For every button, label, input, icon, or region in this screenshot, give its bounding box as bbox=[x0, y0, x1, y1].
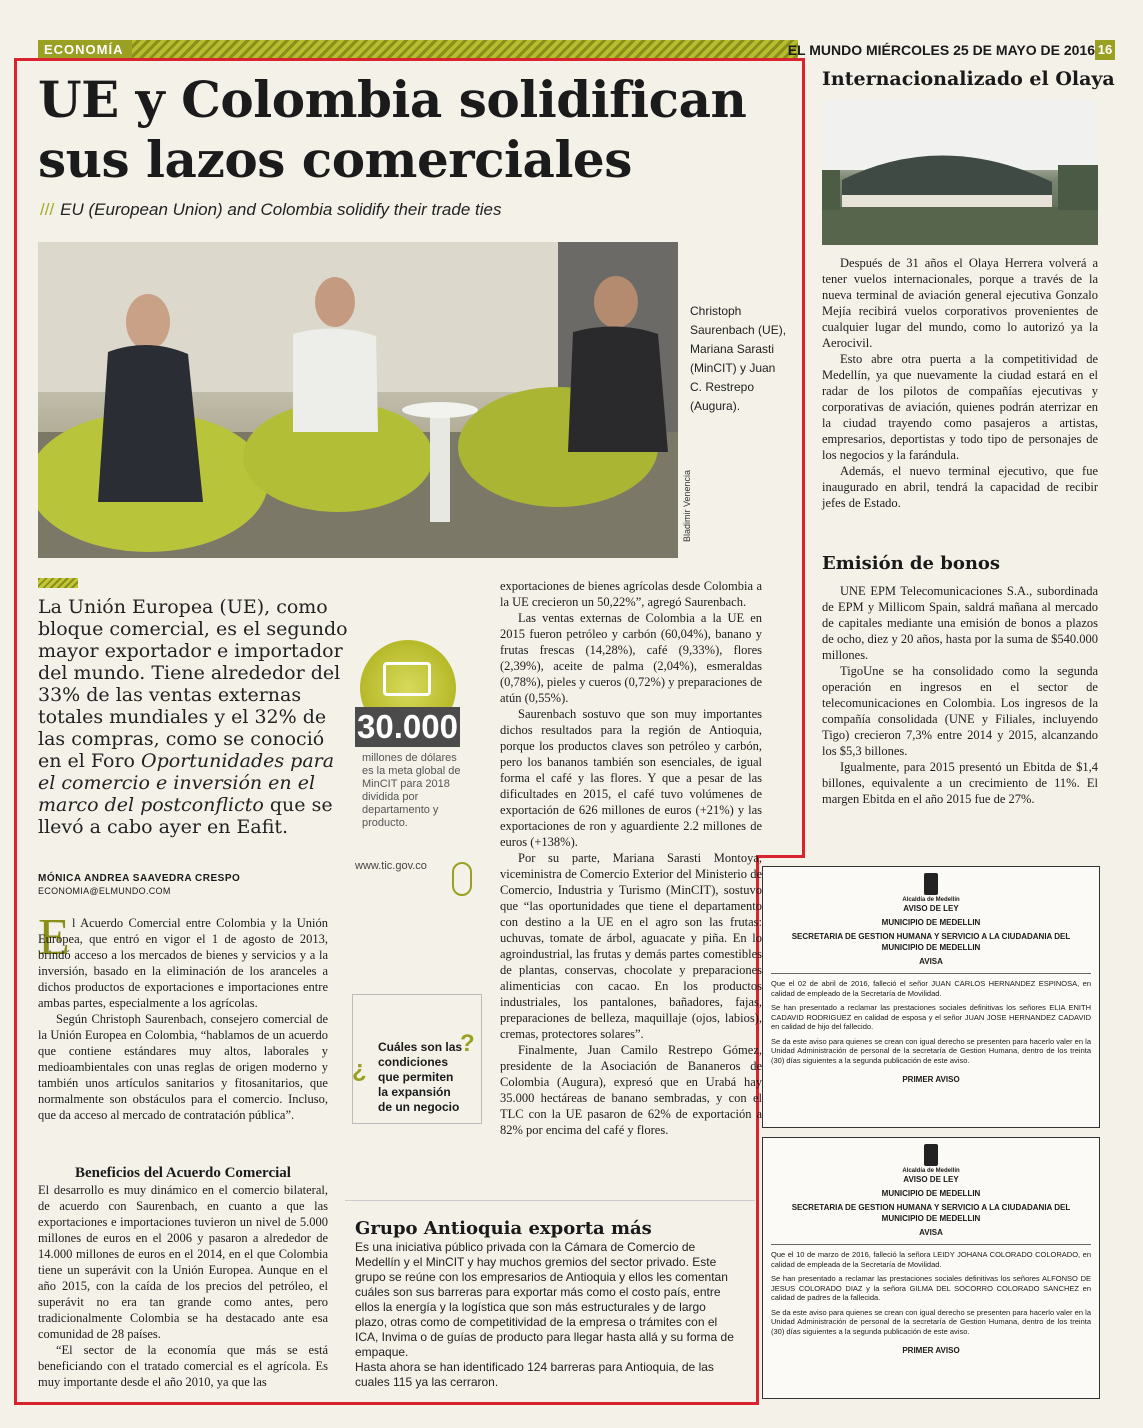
byline-email[interactable]: ECONOMIA@ELMUNDO.COM bbox=[38, 886, 171, 896]
article-column-2 bbox=[500, 578, 762, 1138]
notice-divider bbox=[771, 1244, 1091, 1245]
notice-footer: PRIMER AVISO bbox=[902, 1075, 960, 1084]
article-paragraph: Las ventas externas de Colombia a la UE en 2015 fueron petróleo y carbón (60,04%), banano y frutas frescas (14,28%), café (9,33%), flores (2,39%), aceite de palma (2,04%), esmeraldas (0,78%), pieles y cueros (0,72%) y preparaciones de atún (0,55%). bbox=[500, 611, 762, 705]
byline-author: MÓNICA ANDREA SAAVEDRA CRESPO bbox=[38, 873, 241, 884]
article-column-1-continued bbox=[38, 1182, 328, 1390]
bonos-paragraph: UNE EPM Telecomunicaciones S.A., subordinada de EPM y Millicom Spain, saldrá mañana al mercado de capitales mediante una emisión de bonos a plazos de ocho, diez y 20 años, hasta por la suma de $540.000 millones. bbox=[822, 584, 1098, 662]
headline-line-2: sus lazos comerciales bbox=[38, 130, 632, 189]
bonos-paragraph: Igualmente, para 2015 presentó un Ebitda de $1,4 billones, equivalente a un crecimiento de 11%. El margen Ebitda en el año 2015 fue de 27%. bbox=[822, 760, 1098, 806]
city-crest-icon bbox=[924, 1144, 938, 1166]
legal-notice bbox=[762, 866, 1100, 1128]
forum-photo bbox=[38, 242, 678, 558]
notice-avisa: AVISA bbox=[919, 1228, 943, 1237]
article-paragraph: “El sector de la economía que más se está beneficiando con el tratado comercial es el agrícola. Es muy importante desde el año 2010, ya que las bbox=[38, 1343, 328, 1389]
subtitle-benefits: Beneficios del Acuerdo Comercial bbox=[75, 1165, 291, 1181]
article-column-1 bbox=[38, 915, 328, 1123]
infographic-url[interactable]: www.tic.gov.co bbox=[355, 860, 427, 872]
olaya-paragraph: Además, el nuevo terminal ejecutivo, que fue inaugurado en abril, tendrá la capacidad de recibir jefes de Estado. bbox=[822, 464, 1098, 510]
notice-divider bbox=[771, 973, 1091, 974]
lead-decoration bbox=[38, 578, 78, 588]
article-paragraph: Según Christoph Saurenbach, consejero comercial de la Unión Europea en Colombia, “hablamos de un acuerdo que contiene estándares muy altos, laborales y medioambientales con unas reglas de origen moderno y también unos artículos sanitarios y fitosanitarios, que normalmente son obstáculos para el comercio. Incluso, que da acceso al mercado de contratación pública”. bbox=[38, 1012, 328, 1122]
slashes-decoration: /// bbox=[40, 200, 55, 219]
masthead-date: EL MUNDO MIÉRCOLES 25 DE MAYO DE 2016 bbox=[787, 42, 1095, 58]
city-crest-icon bbox=[924, 873, 938, 895]
notice-title: AVISO DE LEY bbox=[903, 1175, 959, 1184]
subheadline bbox=[40, 200, 501, 220]
olaya-paragraph: Después de 31 años el Olaya Herrera volverá a tener vuelos internacionales, porque a través de la nueva terminal de aviación general ejecutiva Gonzalo Mejía recibirá vuelos corporativos provenientes de cualquier lugar del mundo, como lo autorizó ya la Aerocivil. bbox=[822, 256, 1098, 350]
notice-municipality: MUNICIPIO DE MEDELLIN bbox=[881, 1189, 981, 1198]
notice-text: Que el 10 de marzo de 2016, falleció la señora LEIDY JOHANA COLORADO COLORADO, en calidad de empleada de la Secretaría de Movilidad. bbox=[771, 1250, 1091, 1269]
lead-paragraph bbox=[38, 596, 348, 838]
section-banner bbox=[38, 40, 798, 60]
legal-notice bbox=[762, 1137, 1100, 1399]
lead-forum-name: Oportunidades para el comercio e inversión en el marco del postconflicto bbox=[38, 750, 335, 816]
highlight-frame-step bbox=[756, 855, 805, 858]
notice-title: AVISO DE LEY bbox=[903, 904, 959, 913]
notice-department: SECRETARIA DE GESTION HUMANA Y SERVICIO A LA CIUDADANIA DEL MUNICIPIO DE MEDELLIN bbox=[791, 932, 1071, 952]
question-close-mark: ? bbox=[460, 1030, 475, 1057]
lead-text-1: La Unión Europea (UE), como bloque comercial, es el segundo mayor exportador e importador del mundo. Tiene alrededor del 33% de las ventas externas totales mundiales y el 32% de las compras, como se conoció en el Foro bbox=[38, 596, 348, 772]
bonos-title: Emisión de bonos bbox=[822, 553, 1001, 574]
olaya-photo bbox=[822, 100, 1098, 245]
bonos-article bbox=[822, 583, 1098, 807]
subheadline-text: EU (European Union) and Colombia solidify their trade ties bbox=[60, 200, 502, 219]
infographic-number: 30.000 bbox=[355, 707, 460, 747]
money-icon bbox=[383, 662, 431, 696]
question-text: Cuáles son las condiciones que permiten la expansión de un negocio bbox=[378, 1040, 463, 1114]
notice-crest-label: Alcaldía de Medellín bbox=[902, 1168, 960, 1174]
question-open-mark: ¿ bbox=[352, 1056, 367, 1083]
sidebar-paragraph: Es una iniciativa público privada con la Cámara de Comercio de Medellín y el MinCIT y hay muchos gremios del sector privado. Este grupo se reúne con los empresarios de Antioquia y ellos les comentan cuáles son sus barreras para exportar más como el costo país, entre ellos la energía y la logística que son más estructurales y de largo plazo, otras como de competitividad de la empresa o trámites con el ICA, Invima o de guías de producto para llegar hasta allá y su forma de empaque. bbox=[355, 1240, 734, 1359]
sidebar-paragraph: Hasta ahora se han identificado 124 barreras para Antioquia, de las cuales 115 ya las cerraron. bbox=[355, 1360, 714, 1389]
olaya-title: Internacionalizado el Olaya bbox=[822, 68, 1115, 90]
page-number: 16 bbox=[1095, 40, 1115, 60]
forum-photo-illustration bbox=[38, 242, 678, 558]
notice-department: SECRETARIA DE GESTION HUMANA Y SERVICIO A LA CIUDADANIA DEL MUNICIPIO DE MEDELLIN bbox=[791, 1203, 1071, 1223]
headline bbox=[38, 70, 778, 190]
notice-text: Se han presentado a reclamar las prestaciones sociales definitivas los señores ALFONSO DE JESUS COLORADO DIAZ y la señora GILMA DEL SOCORRO COLORADO SANCHEZ en calidad de padres de la fallecida. bbox=[771, 1274, 1091, 1302]
article-paragraph: exportaciones de bienes agrícolas desde Colombia a la UE crecieron un 50,22%”, agregó Saurenbach. bbox=[500, 579, 762, 609]
article-paragraph: El desarrollo es muy dinámico en el comercio bilateral, de acuerdo con Saurenbach, en cuanto a que las exportaciones e importaciones tuvieron un nivel de 5.000 millones de euros en el 2006 y pasaron a alrededor de 14.000 millones de euros en el 2014, en el que Colombia tiene un superávit con la Unión Europea. Aunque en el año 2015, con la caída de los precios del petróleo, el superávit no era tan grande como antes, pero tradicionalmente Colombia se ha destacado ante esa comunidad de 28 países. bbox=[38, 1183, 328, 1341]
mouse-icon bbox=[452, 862, 472, 896]
notice-text: Se da este aviso para quienes se crean con igual derecho se presenten para hacerlo valer en la Unidad Administración de personal de la secretaría de Gestion Humana, dentro de los treinta (30) días siguientes a la segunda publicación de este aviso. bbox=[771, 1036, 1091, 1065]
section-label: ECONOMÍA bbox=[38, 40, 132, 60]
photo-caption: Christoph Saurenbach (UE), Mariana Sarasti (MinCIT) y Juan C. Restrepo (Augura). bbox=[690, 304, 787, 413]
notice-text: Se han presentado a reclamar las prestaciones sociales definitivas los señores ELIA ENITH CADAVID RODRIGUEZ en calidad de esposa y el señor JUAN JOSE HERNANDEZ CADAVID en calidad de hijo del fallecido. bbox=[771, 1003, 1091, 1031]
sidebar-text bbox=[355, 1240, 735, 1390]
article-paragraph: Finalmente, Juan Camilo Restrepo Gómez, presidente de la Asociación de Bananeros de Colombia (Augura), expresó que en Urabá hay 35.000 hectáreas de banano sembradas, y con el TLC con la UE pasaron de 62% de exportación a 82% por encima del café y flores. bbox=[500, 1043, 762, 1137]
notice-text: Que el 02 de abril de 2016, falleció el señor JUAN CARLOS HERNANDEZ ESPINOSA, en calidad de empleado de la Secretaría de Movilidad. bbox=[771, 979, 1091, 998]
notice-municipality: MUNICIPIO DE MEDELLIN bbox=[881, 918, 981, 927]
olaya-photo-illustration bbox=[822, 100, 1098, 245]
bonos-paragraph: TigoUne se ha consolidado como la segunda operación en ingresos en el sector de telecomunicaciones en Colombia. Los ingresos de la compañía consolidada (UNE y Filiales, incluyendo Tigo) crecieron 7,3% entre 2014 y 2015, alcanzando los $5,3 billones. bbox=[822, 664, 1098, 758]
notice-avisa: AVISA bbox=[919, 957, 943, 966]
article-paragraph: Por su parte, Mariana Sarasti Montoya, viceministra de Comercio Exterior del Ministerio de Comercio, Industria y Turismo (MinCIT), sostuvo que “las oportunidades que tiene el departamento con destino a la UE en el agro son las frutas: uchuvas, tomate de árbol, aguacate y piña. En lo agroindustrial, las frutas y demás partes comestibles de plantas, conservas, chocolate y preparaciones alimenticias con cacao. En los productos industriales, los pantalones, bañadores, fajas, preparaciones de belleza, maquillaje (ojos, labios), cremas, protectores solares”. bbox=[500, 851, 762, 1041]
infographic-text: millones de dólares es la meta global de MinCIT para 2018 dividida por departamento y producto. bbox=[362, 752, 461, 829]
olaya-paragraph: Esto abre otra puerta a la competitividad de Medellín, ya que nuevamente la ciudad estará en el radar de los pilotos de compañías ejecutivas y corporativas de aviación, quienes podrán aterrizar en la ciudad trayendo como pasajeros a artistas, empresarios, deportistas y todo tipo de personajes de los negocios y la farándula. bbox=[822, 352, 1098, 462]
article-paragraph: l Acuerdo Comercial entre Colombia y la Unión Europea, que entró en vigor el 1 de agosto de 2013, brindó acceso a los mercados de bienes y servicios y a la inversión, basado en la eliminación de los aranceles a dichos productos de exportaciones e importaciones entre ambas partes, especialmente a los agrícolas. bbox=[38, 916, 328, 1010]
notice-text: Se da este aviso para quienes se crean con igual derecho se presenten para hacerlo valer en la Unidad Administración de personal de la secretaría de Gestion Humana, dentro de los treinta (30) días siguientes a la segunda publicación de este aviso. bbox=[771, 1307, 1091, 1336]
headline-line-1: UE y Colombia solidifican bbox=[38, 70, 747, 129]
sidebar-title: Grupo Antioquia exporta más bbox=[355, 1218, 652, 1239]
drop-cap: E bbox=[38, 909, 70, 966]
lead-text-2: que se llevó a cabo ayer en Eafit. bbox=[38, 794, 333, 838]
olaya-article bbox=[822, 255, 1098, 511]
photo-credit: Bladimir Venencia bbox=[682, 470, 692, 543]
notice-footer: PRIMER AVISO bbox=[902, 1346, 960, 1355]
article-paragraph: Saurenbach sostuvo que son muy importantes dichos resultados para la región de Antioquia, porque los productos claves son petróleo y carbón, pero los bananos también son esenciales, de igual forma el café y las flores. Y que a pesar de las dificultades en 2015, el café tuvo volúmenes de exportación de 626 millones de euros (+21%) y las exportaciones de ron y aguardiente 2.2 millones de euros (+138%). bbox=[500, 707, 762, 849]
notice-crest-label: Alcaldía de Medellín bbox=[902, 897, 960, 903]
